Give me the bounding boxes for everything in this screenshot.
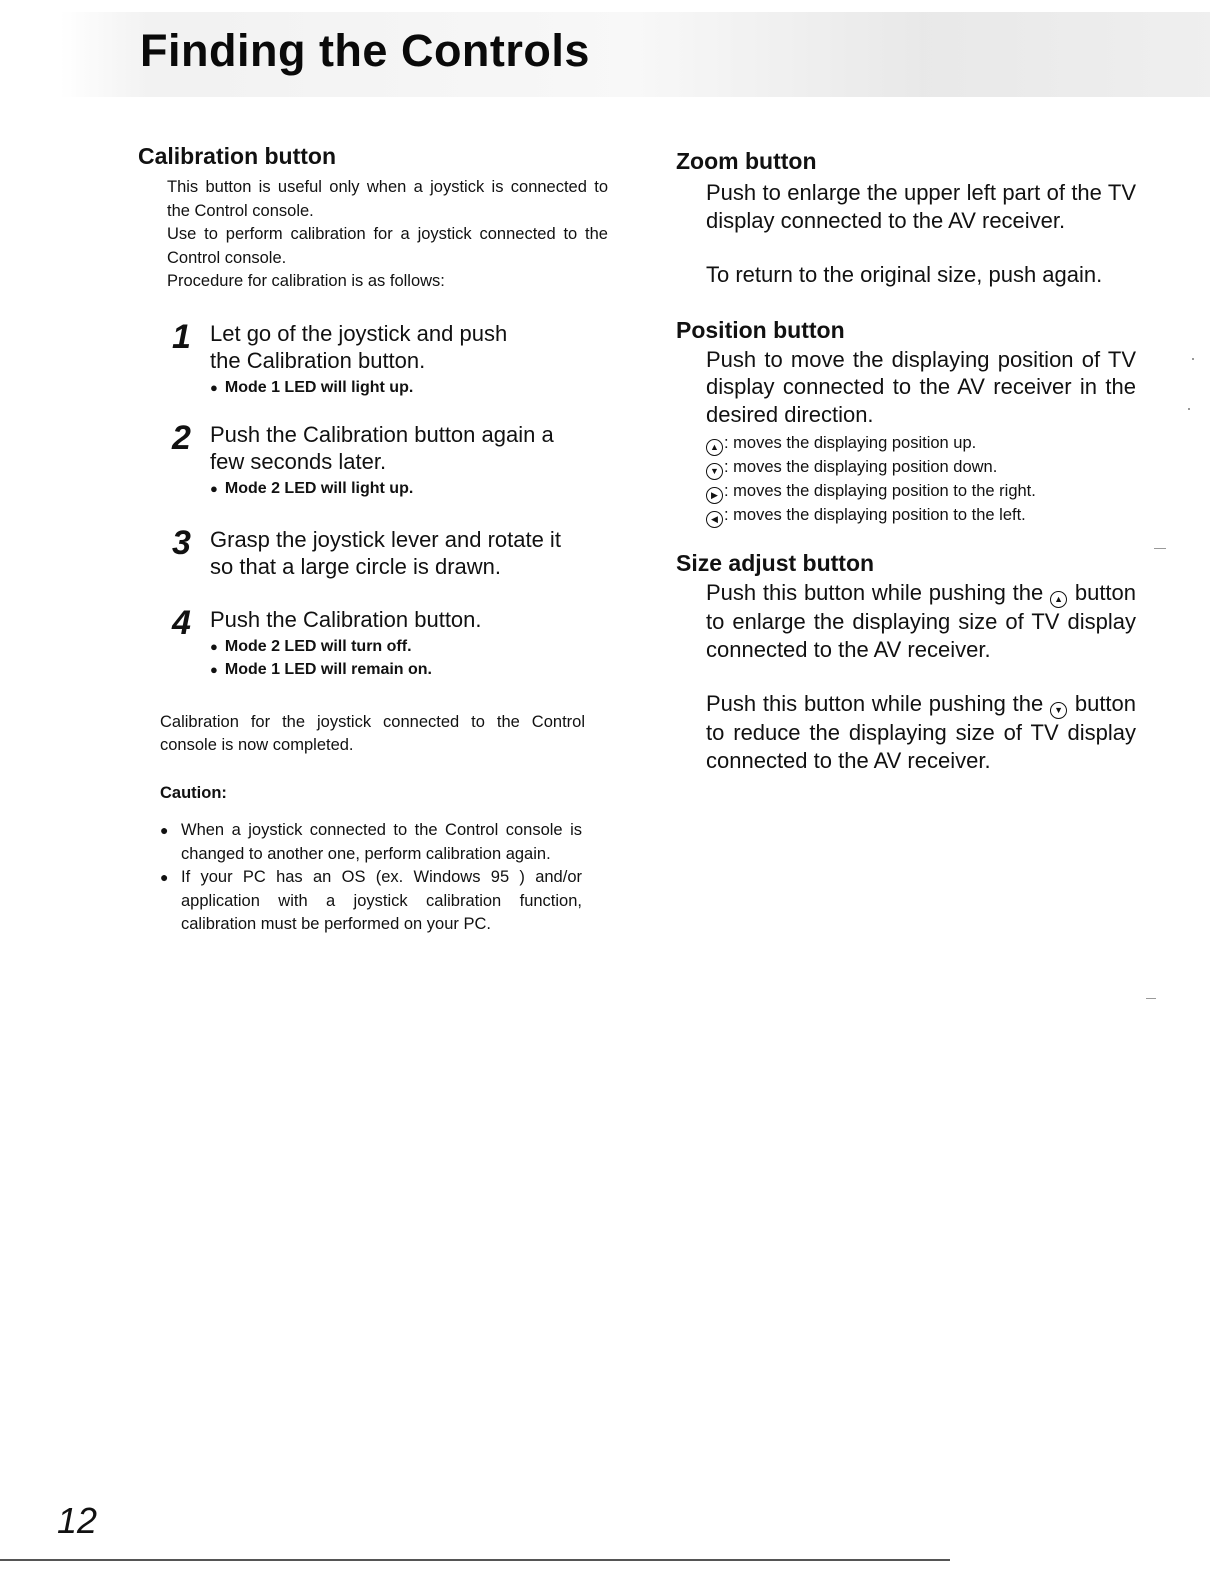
intro-line: This button is useful only when a joystick is connected to the Control console. bbox=[167, 178, 608, 220]
calibration-step bbox=[172, 418, 580, 500]
zoom-heading: Zoom button bbox=[676, 148, 817, 174]
down-arrow-circle-icon: ▼ bbox=[1050, 702, 1067, 719]
step-number: 4 bbox=[172, 603, 191, 642]
direction-text: : moves the displaying position to the left. bbox=[724, 506, 1026, 524]
step-text: Grasp the joystick lever and rotate it so that a large circle is drawn. bbox=[210, 526, 561, 579]
scan-mark bbox=[1146, 998, 1156, 999]
step-note: ● Mode 2 LED will light up. bbox=[210, 477, 580, 500]
position-heading: Position button bbox=[676, 316, 845, 343]
step-note: ● Mode 1 LED will remain on. bbox=[210, 658, 590, 681]
step-text: Let go of the joystick and push the Calibration button. bbox=[210, 320, 508, 373]
caution-heading: Caution: bbox=[160, 783, 227, 802]
caution-item: ● When a joystick connected to the Control console is changed to another one, perform calibration again. bbox=[160, 819, 582, 866]
calibration-intro bbox=[167, 176, 608, 294]
position-direction-list bbox=[706, 432, 1136, 528]
calibration-heading: Calibration button bbox=[138, 143, 337, 169]
step-note: ● Mode 1 LED will light up. bbox=[210, 376, 540, 399]
zoom-return-text: To return to the original size, push again. bbox=[706, 262, 1103, 287]
size-adjust-heading: Size adjust button bbox=[676, 550, 875, 576]
right-arrow-circle-icon: ▶ bbox=[706, 487, 723, 504]
step-text: Push the Calibration button. bbox=[210, 606, 482, 632]
down-arrow-circle-icon: ▼ bbox=[706, 463, 723, 480]
position-text: Push to move the displaying position of TV display connected to the AV receiver in the desired direction. bbox=[706, 346, 1136, 427]
step-number: 2 bbox=[172, 418, 191, 457]
intro-line: Procedure for calibration is as follows: bbox=[167, 272, 445, 290]
right-column bbox=[676, 148, 1136, 774]
size-adjust-reduce-text bbox=[706, 690, 1136, 774]
calibration-completion: Calibration for the joystick connected to the Control console is now completed. bbox=[160, 712, 585, 754]
up-arrow-circle-icon: ▲ bbox=[1050, 591, 1067, 608]
direction-item bbox=[706, 432, 1136, 456]
direction-text: : moves the displaying position to the right. bbox=[724, 482, 1036, 500]
intro-line: Use to perform calibration for a joystick connected to the Control console. bbox=[167, 225, 608, 267]
size-adjust-text-part: Push this button while pushing the bbox=[706, 580, 1044, 605]
zoom-text: Push to enlarge the upper left part of the TV display connected to the AV receiver. bbox=[706, 180, 1136, 233]
direction-text: : moves the displaying position down. bbox=[724, 458, 998, 476]
step-note: ● Mode 2 LED will turn off. bbox=[210, 635, 590, 658]
caution-list bbox=[160, 819, 582, 937]
scan-mark bbox=[1192, 358, 1194, 360]
footer-rule bbox=[0, 1559, 950, 1561]
page-title: Finding the Controls bbox=[140, 25, 590, 76]
left-column bbox=[138, 143, 608, 937]
size-adjust-text-part: button to reduce the displaying size of TV display connected to the AV receiver. bbox=[706, 691, 1137, 773]
direction-text: : moves the displaying position up. bbox=[724, 434, 977, 452]
step-text: Push the Calibration button again a few seconds later. bbox=[210, 421, 554, 474]
scan-mark bbox=[1154, 548, 1166, 549]
calibration-step bbox=[172, 317, 540, 399]
calibration-step bbox=[172, 523, 590, 580]
size-adjust-text-part: button to enlarge the displaying size of TV display connected to the AV receiver. bbox=[706, 580, 1137, 662]
up-arrow-circle-icon: ▲ bbox=[706, 439, 723, 456]
page-number: 12 bbox=[57, 1500, 98, 1541]
step-number: 3 bbox=[172, 523, 191, 562]
direction-item bbox=[706, 456, 1136, 480]
size-adjust-text-part: Push this button while pushing the bbox=[706, 691, 1044, 716]
caution-item: ● If your PC has an OS (ex. Windows 95 ) and/or application with a joystick calibration function, calibration must be performed on your PC. bbox=[160, 866, 582, 937]
step-number: 1 bbox=[172, 317, 191, 356]
scan-mark bbox=[1188, 408, 1190, 410]
calibration-step bbox=[172, 603, 590, 681]
direction-item bbox=[706, 504, 1136, 528]
left-arrow-circle-icon: ◀ bbox=[706, 511, 723, 528]
direction-item bbox=[706, 480, 1136, 504]
size-adjust-enlarge-text bbox=[706, 579, 1136, 663]
